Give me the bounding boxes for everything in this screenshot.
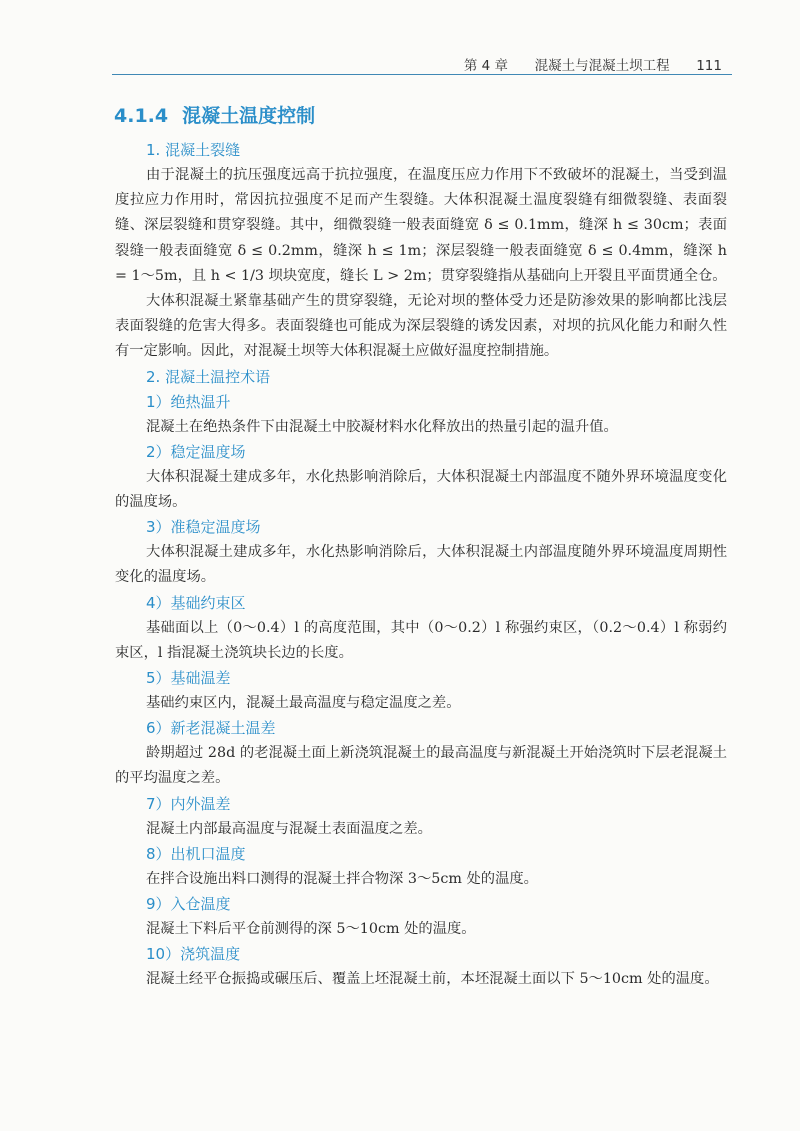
section-number: 4.1.4 <box>114 105 169 127</box>
section-title <box>114 101 315 128</box>
paragraph: 由于混凝土的抗压强度远高于抗拉强度，在温度压应力作用下不致破坏的混凝土，当受到温度拉应力作用时，常因抗拉强度不足而产生裂缝。大体积混凝土温度裂缝有细微裂缝、表面裂缝、深层裂缝和贯穿裂缝。其中，细微裂缝一般表面缝宽 δ ≤ 0.1mm，缝深 h ≤ 30cm；表面裂缝一般表面缝宽 δ ≤ 0.2mm，缝深 h ≤ 1m；深层裂缝一般表面缝宽 δ ≤ 0.4mm，缝深 h = 1～5m，且 h < 1/3 坝块宽度，缝长 L > 2m；贯穿裂缝指从基础向上开裂且平面贯通全仓。 <box>115 167 727 284</box>
term-definition: 混凝土经平仓振捣或碾压后、覆盖上坯混凝土前，本坯混凝土面以下 5～10cm 处的温度。 <box>146 971 719 988</box>
header-chapter: 第 4 章 <box>463 58 509 74</box>
term-heading: 4）基础约束区 <box>146 593 246 612</box>
paragraph: 大体积混凝土紧靠基础产生的贯穿裂缝，无论对坝的整体受力还是防渗效果的影响都比浅层表面裂缝的危害大得多。表面裂缝也可能成为深层裂缝的诱发因素，对坝的抗风化能力和耐久性有一定影响。因此，对混凝土坝等大体积混凝土应做好温度控制措施。 <box>115 293 727 360</box>
header-chapter-title: 混凝土与混凝土坝工程 <box>534 58 670 74</box>
term-heading: 5）基础温差 <box>146 669 231 688</box>
term-definition: 在拌合设施出料口测得的混凝土拌合物深 3～5cm 处的温度。 <box>146 870 538 887</box>
term-definition: 龄期超过 28d 的老混凝土面上新浇筑混凝土的最高温度与新混凝土开始浇筑时下层老混凝土的平均温度之差。 <box>115 745 727 787</box>
term-heading: 2）稳定温度场 <box>146 442 246 461</box>
term-definition: 基础面以上（0～0.4）l 的高度范围，其中（0～0.2）l 称强约束区，（0.2～0.4）l 称弱约束区，l 指混凝土浇筑块长边的长度。 <box>115 619 727 661</box>
term-definition: 混凝土下料后平仓前测得的深 5～10cm 处的温度。 <box>146 921 476 938</box>
page-number: 111 <box>696 58 722 74</box>
subsection-heading-cracks: 1. 混凝土裂缝 <box>146 141 241 159</box>
section-title-text: 混凝土温度控制 <box>182 105 316 127</box>
term-definition: 基础约束区内，混凝土最高温度与稳定温度之差。 <box>146 695 461 712</box>
term-heading: 7）内外温差 <box>146 794 231 813</box>
term-definition: 混凝土在绝热条件下由混凝土中胶凝材料水化释放出的热量引起的温升值。 <box>146 418 618 435</box>
term-heading: 10）浇筑温度 <box>146 945 241 964</box>
term-definition: 大体积混凝土建成多年，水化热影响消除后，大体积混凝土内部温度不随外界环境温度变化的温度场。 <box>115 468 727 511</box>
term-heading: 6）新老混凝土温差 <box>146 719 276 738</box>
term-definition: 大体积混凝土建成多年，水化热影响消除后，大体积混凝土内部温度随外界环境温度周期性变化的温度场。 <box>115 544 727 586</box>
header-rule <box>112 74 732 75</box>
term-heading: 3）准稳定温度场 <box>146 518 261 537</box>
term-heading: 8）出机口温度 <box>146 844 246 863</box>
term-heading: 1）绝热温升 <box>146 392 231 411</box>
running-header <box>464 54 722 74</box>
page-body <box>115 138 727 992</box>
subsection-heading-terms: 2. 混凝土温控术语 <box>146 367 271 386</box>
term-heading: 9）入仓温度 <box>146 895 231 914</box>
term-definition: 混凝土内部最高温度与混凝土表面温度之差。 <box>146 820 432 837</box>
